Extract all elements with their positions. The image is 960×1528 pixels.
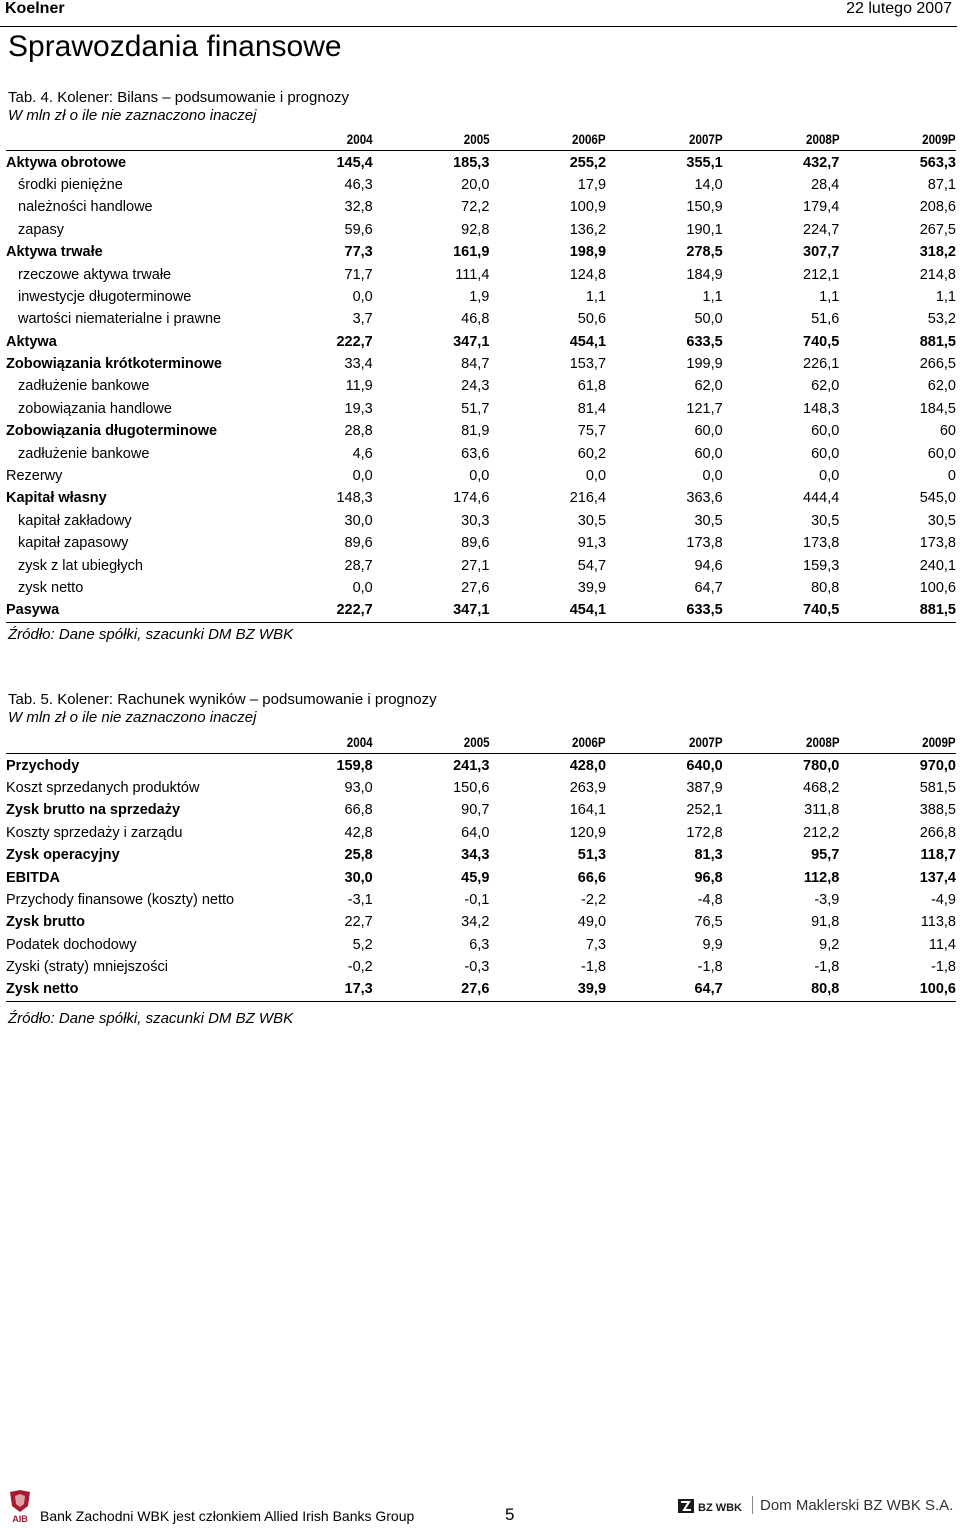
table-cell: 174,6 [453,490,490,507]
table-cell: 72,2 [461,199,490,216]
table-row [6,465,956,487]
header-rule [0,26,957,27]
table-cell: 740,5 [803,333,840,350]
table-cell: 267,5 [919,221,956,238]
row-label: wartości niematerialne i prawne [18,311,222,328]
table-cell: 0,0 [702,468,723,485]
table-header-row [6,731,956,754]
table-cell: 30,5 [694,512,723,529]
row-label: należności handlowe [18,199,153,216]
table-cell: 66,8 [344,802,373,819]
table-cell: 454,1 [489,599,606,622]
table-cell: 311,8 [804,802,840,819]
table-cell: 266,8 [919,824,956,841]
table-row [6,510,956,532]
table-cell: 95,7 [811,847,840,864]
table-cell: 184,5 [919,400,956,417]
table-cell: 50,0 [694,311,723,328]
table-cell: 454,1 [569,333,607,350]
table-row [6,577,956,599]
column-header: 2005 [389,731,489,754]
table-cell: 80,8 [811,580,840,596]
table-cell: 14,0 [694,176,723,193]
bzwbk-logo [678,1496,748,1516]
row-label: Rezerwy [6,468,63,485]
table-cell: 39,9 [577,580,607,596]
table-cell: 60 [939,423,956,440]
table2-title: Tab. 5. Kolener: Rachunek wyników – podsumowanie i prognozy [8,691,437,708]
table-cell: 444,4 [803,490,840,507]
table-cell: 388,5 [919,802,956,819]
table-cell: 17,3 [256,978,373,1001]
row-label: Przychody finansowe (koszty) netto [6,891,235,908]
table-cell: 111,4 [455,266,490,283]
table-cell: 1,9 [469,288,490,305]
table-cell: 30,5 [577,512,607,529]
table-cell: 87,1 [927,176,956,193]
row-label: zobowiązania handlowe [18,400,172,417]
table-cell: 263,9 [569,779,607,796]
table-row [6,777,956,799]
table-row [6,375,956,397]
table-cell: 5,2 [352,936,373,953]
table-cell: 363,6 [686,490,723,507]
table-cell: 33,4 [344,356,373,373]
table2-subtitle: W mln zł o ile nie zaznaczono inaczej [8,709,257,726]
table-cell: -1,8 [931,959,956,976]
table-cell: 113,8 [920,914,956,931]
table-cell: -4,8 [697,891,723,908]
row-label: Zysk netto [6,978,256,1001]
table-cell: 89,6 [344,535,373,552]
table-cell: 0,0 [469,468,490,485]
column-header: 2008P [739,731,839,754]
footer-text: Bank Zachodni WBK jest członkiem Allied Irish Banks Group [40,1508,415,1524]
table-cell: 63,6 [461,445,490,462]
table-cell: 34,3 [461,847,490,864]
column-header: 2004 [272,731,372,754]
table-cell: 545,0 [919,490,956,507]
table-cell: 1,1 [819,288,840,305]
table-row [6,442,956,464]
row-label: zysk z lat ubiegłych [18,557,143,574]
table-cell: 0,0 [352,468,373,485]
table-cell: 28,8 [344,423,373,440]
table-row [6,889,956,911]
table-row [6,420,956,442]
row-label: Kapitał własny [6,490,107,507]
table-cell: 148,3 [803,400,840,417]
table-cell: 255,2 [569,154,607,171]
table-row [6,308,956,330]
table-cell: 80,8 [723,978,840,1001]
table-cell: 60,0 [694,445,723,462]
table-cell: 226,1 [803,356,840,373]
row-label: zapasy [18,221,64,238]
table-cell: 100,9 [569,199,607,216]
table-cell: 136,2 [569,221,607,238]
table-row [6,866,956,888]
table-cell: 121,7 [686,400,723,417]
table-cell: 91,3 [577,535,607,552]
table-cell: 173,8 [686,535,723,552]
table-cell: 3,7 [352,311,373,328]
table-cell: 30,5 [811,512,840,529]
table-cell: 49,0 [577,914,607,931]
table-row [6,353,956,375]
table-cell: 66,6 [577,869,607,886]
column-header: 2009P [856,731,956,754]
table-cell: 241,3 [453,757,490,774]
header-blank-cell [41,731,256,754]
table-cell: 159,8 [336,757,373,774]
row-label: Zysk brutto [6,914,85,931]
table-cell: 0,0 [819,468,840,485]
table-cell: 9,2 [819,936,840,953]
table-cell: 9,9 [702,936,723,953]
table-cell: 60,0 [694,423,723,440]
row-label: Aktywa obrotowe [6,154,127,171]
table-cell: 59,6 [344,221,373,238]
table2-source: Źródło: Dane spółki, szacunki DM BZ WBK [8,1010,294,1027]
table-row [6,263,956,285]
table-cell: 27,6 [373,978,490,1001]
table-cell: 120,9 [569,824,607,841]
table-cell: 318,2 [919,244,956,261]
table-row [6,554,956,576]
table-cell: 28,7 [344,557,373,574]
table-cell: 164,1 [569,802,607,819]
table-cell: 563,3 [919,154,956,171]
row-label: zysk netto [18,580,84,596]
table-cell: 53,2 [927,311,956,328]
table-cell: 468,2 [803,779,840,796]
column-header: 2009P [856,128,956,151]
table-row [6,398,956,420]
table-cell: 96,8 [694,869,723,886]
table-cell: 64,7 [606,978,723,1001]
table-cell: 62,0 [927,378,956,395]
table-cell: 428,0 [569,757,607,774]
row-label: Podatek dochodowy [6,936,137,953]
column-header: 2008P [739,128,839,151]
table-row [6,799,956,821]
header-date: 22 lutego 2007 [846,0,952,17]
table-cell: 161,9 [453,244,490,261]
row-label: Pasywa [6,599,256,622]
table-cell: 881,5 [839,599,956,622]
table-cell: 216,4 [569,490,607,507]
table-cell: 19,3 [344,400,373,417]
table-cell: 0,0 [585,468,607,485]
table-cell: 4,6 [352,445,373,462]
table-cell: 92,8 [461,221,490,238]
table-cell: 46,8 [461,311,490,328]
table-cell: 28,4 [811,176,840,193]
table-row [6,754,956,777]
table-cell: 30,0 [344,512,373,529]
table-cell: 0,0 [352,580,373,596]
table-cell: 84,7 [461,356,490,373]
table-cell: 145,4 [336,154,373,171]
row-label: środki pieniężne [18,176,123,193]
table-cell: 51,3 [577,847,607,864]
table-row [6,844,956,866]
table-cell: 172,8 [686,824,723,841]
table-cell: 93,0 [344,779,373,796]
table-cell: -0,2 [347,959,373,976]
table1-title: Tab. 4. Kolener: Bilans – podsumowanie i prognozy [8,89,350,106]
row-label: Koszt sprzedanych produktów [6,779,200,796]
table-row [6,822,956,844]
table-cell: 432,7 [803,154,840,171]
table-row [6,487,956,509]
table-cell: 100,6 [919,580,956,596]
table-cell: 633,5 [686,333,723,350]
row-label: Zobowiązania długoterminowe [6,423,218,440]
svg-text:BZ WBK: BZ WBK [698,1502,742,1514]
table-cell: 640,0 [686,757,723,774]
table-cell: 60,0 [927,445,956,462]
table-row [6,956,956,978]
table-cell: 30,3 [461,512,490,529]
income-statement-table [6,731,956,1002]
table-cell: 27,6 [461,580,490,596]
table-cell: 153,7 [569,356,607,373]
table-cell: 347,1 [453,333,490,350]
table-cell: 20,0 [461,176,490,193]
table-row [6,532,956,554]
table-cell: 212,2 [803,824,840,841]
table-cell: 89,6 [461,535,490,552]
table-cell: 27,1 [461,557,490,574]
table-cell: 1,1 [585,288,607,305]
table-cell: 6,3 [469,936,490,953]
balance-sheet-table [6,128,956,623]
broker-name: Dom Maklerski BZ WBK S.A. [760,1497,954,1514]
table-cell: 51,7 [461,400,490,417]
table-cell: 387,9 [686,779,723,796]
table-cell: 90,7 [461,802,490,819]
table-cell: 32,8 [344,199,373,216]
table-cell: 208,6 [919,199,956,216]
table-cell: 159,3 [803,557,840,574]
table-row [6,331,956,353]
table-cell: 266,5 [919,356,956,373]
table-row [6,911,956,933]
table-cell: 60,0 [811,445,840,462]
table-cell: 17,9 [577,176,607,193]
table-row [6,174,956,196]
table-cell: 0,0 [352,288,373,305]
page-number: 5 [505,1505,515,1524]
table-cell: 34,2 [461,914,490,931]
table-row [6,196,956,218]
table-cell: 51,6 [811,311,840,328]
table-cell: 307,7 [803,244,840,261]
table-row [6,286,956,308]
table-cell: 61,8 [577,378,607,395]
row-label: EBITDA [6,869,60,886]
row-label: Koszty sprzedaży i zarządu [6,824,183,841]
table-cell: 179,4 [803,199,840,216]
table-cell: 780,0 [803,757,840,774]
svg-text:AIB: AIB [12,1514,28,1524]
table-cell: 64,7 [694,580,723,596]
table-cell: 46,3 [344,176,373,193]
table-cell: 740,5 [723,599,840,622]
table-cell: 30,5 [927,512,956,529]
table-cell: 77,3 [344,244,373,261]
header-company: Koelner [5,0,65,17]
row-label: kapitał zapasowy [18,535,129,552]
table-cell: 278,5 [686,244,723,261]
page-title: Sprawozdania finansowe [8,30,342,63]
table-cell: 240,1 [919,557,956,574]
row-label: Zysk brutto na sprzedaży [6,802,181,819]
table-cell: 198,9 [569,244,607,261]
table-cell: 150,6 [453,779,490,796]
row-label: Aktywa trwałe [6,244,103,261]
table-cell: 42,8 [344,824,373,841]
table-cell: 39,9 [489,978,606,1001]
table-cell: 100,6 [839,978,956,1001]
table1-subtitle: W mln zł o ile nie zaznaczono inaczej [8,107,257,124]
table-cell: -3,1 [347,891,373,908]
table-cell: 11,9 [345,378,373,395]
table-cell: 118,7 [920,847,956,864]
table-cell: -1,8 [697,959,723,976]
table-cell: 1,1 [702,288,723,305]
column-header: 2005 [389,128,489,151]
table-cell: 62,0 [694,378,723,395]
row-label: Zyski (straty) mniejszości [6,959,168,976]
column-header: 2004 [272,128,372,151]
table-cell: 581,5 [919,779,956,796]
logo-divider [752,1496,753,1514]
table-row [6,978,956,1001]
table-cell: -0,1 [464,891,490,908]
table-cell: 25,8 [344,847,373,864]
row-label: Aktywa [6,333,57,350]
table-cell: 50,6 [577,311,607,328]
table-cell: 75,7 [577,423,607,440]
table-cell: 173,8 [919,535,956,552]
table-row [6,151,956,174]
table-cell: -0,3 [464,959,490,976]
column-header: 2006P [506,731,606,754]
table-cell: 252,1 [686,802,723,819]
table-cell: 0 [947,468,956,485]
table-cell: 112,8 [803,869,840,886]
table-cell: 54,7 [577,557,607,574]
table-cell: 24,3 [461,378,490,395]
table-row [6,934,956,956]
table-row [6,599,956,622]
table-cell: 60,2 [577,445,607,462]
table-cell: 76,5 [694,914,723,931]
table-cell: 22,7 [344,914,373,931]
table-cell: 212,1 [803,266,840,283]
table-cell: -1,8 [814,959,840,976]
aib-logo [6,1488,34,1524]
table-cell: 222,7 [256,599,373,622]
column-header: 2007P [622,731,722,754]
table-cell: 970,0 [919,757,956,774]
column-header: 2007P [622,128,722,151]
table-cell: 71,7 [344,266,373,283]
table-row [6,219,956,241]
row-label: zadłużenie bankowe [18,445,150,462]
table-cell: 81,4 [577,400,607,417]
table-cell: 185,3 [453,154,490,171]
table-cell: 60,0 [811,423,840,440]
table-cell: 64,0 [461,824,490,841]
table-cell: 62,0 [811,378,840,395]
table-cell: 7,3 [585,936,607,953]
table-cell: 150,9 [686,199,723,216]
table-cell: -1,8 [581,959,607,976]
table-cell: 30,0 [344,869,373,886]
header-blank-cell [41,128,256,151]
table-cell: 881,5 [919,333,956,350]
table-cell: 214,8 [919,266,956,283]
table-cell: 633,5 [606,599,723,622]
table-cell: 190,1 [686,221,723,238]
table-cell: 137,4 [919,869,956,886]
table-cell: 224,7 [803,221,840,238]
table-cell: 199,9 [686,356,723,373]
table-cell: 184,9 [686,266,723,283]
table-cell: 11,4 [928,936,956,953]
column-header: 2006P [506,128,606,151]
table-cell: 355,1 [686,154,723,171]
row-label: Zobowiązania krótkoterminowe [6,356,222,373]
table-cell: -2,2 [581,891,607,908]
table-cell: 222,7 [336,333,373,350]
table-cell: 81,3 [694,847,723,864]
table-cell: 45,9 [461,869,490,886]
table-cell: 94,6 [694,557,723,574]
table-cell: 347,1 [373,599,490,622]
table-cell: -4,9 [931,891,956,908]
table1-source: Źródło: Dane spółki, szacunki DM BZ WBK [8,626,294,643]
table-cell: 81,9 [461,423,490,440]
table-cell: 1,1 [935,288,956,305]
table-cell: 91,8 [811,914,840,931]
table-cell: 148,3 [336,490,373,507]
table-cell: 173,8 [803,535,840,552]
row-label: Przychody [6,757,80,774]
table-cell: -3,9 [814,891,840,908]
row-label: Zysk operacyjny [6,847,120,864]
row-label: rzeczowe aktywa trwałe [18,266,172,283]
table-cell: 124,8 [569,266,607,283]
table-row [6,241,956,263]
row-label: zadłużenie bankowe [18,378,150,395]
row-label: kapitał zakładowy [18,512,132,529]
row-label: inwestycje długoterminowe [18,288,192,305]
table-header-row [6,128,956,151]
